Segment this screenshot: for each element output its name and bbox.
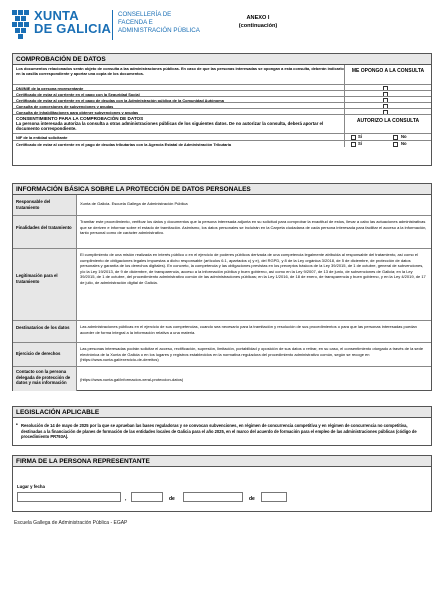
consent-intro-row [13,65,431,84]
dp-row-label: Finalidades del tratamiento [13,216,77,248]
place-field[interactable] [17,492,121,502]
page-header [12,8,432,48]
year-field[interactable] [261,492,287,502]
oppose-item-label: DNI/NIE de la persona representante [16,86,84,91]
dp-row-label: Responsable del tratamiento [13,195,77,215]
oppose-item-label: Consulta de concesiones de subvenciones y ayudas [16,104,114,109]
authorize-intro-row [13,114,431,133]
dept-line1: CONSELLERÍA DE [118,11,172,18]
authorize-row [13,133,431,140]
oppose-header: ME OPONGO A LA CONSULTA [344,65,431,84]
authorize-item-label: Certificado de estar al corriente en el pago de deudas tributarias con la Agencia Estatal de Administración Tributaria [16,142,232,147]
signature-section [12,455,432,512]
authorize-intro: La persona interesada autoriza la consulta a otras administraciones públicas de los siguientes datos. De no autorizar la consulta, deberá aportar el documento correspondiente. [16,121,324,131]
authorize-cell [344,141,431,147]
department-name [118,11,228,35]
logo-line1: XUNTA [34,8,79,23]
data-protection-title: INFORMACIÓN BÁSICA SOBRE LA PROTECCIÓN DE DATOS PERSONALES [13,184,431,195]
page-footer: Escuela Gallega de Administración Pública - EGAP [14,520,128,526]
authorize-row [13,140,431,147]
dp-row [13,248,431,320]
yes-label: Sí [358,141,362,146]
authorize-yes-checkbox[interactable] [351,142,356,147]
data-check-section [12,53,432,166]
dp-row-label: Ejercicio de derechos [13,343,77,366]
dp-contact-link[interactable]: (https://www.xunta.gal/informacion-xeral-proteccion-datos) [80,377,184,382]
dp-row-value: El cumplimiento de una misión realizada en interés público o en el ejercicio de poderes públicos derivada de una competencia legalmente atribuida al responsable del tratamiento, así como el cumplimiento de obligaciones legales impuestas a dicho responsable (artículos 6.1, apartados c) y e), del RGPD, y 8 de la Ley orgánica 3/2018, de 5 de diciembre, de protección de datos personales y garantía de los derechos digitales). En concreto, la competencia y las obligaciones previstas en los preceptos básicos de la Ley 39/2015, de 1 de octubre, general de subvenciones, y/o la Ley 19/2013, de 9 de diciembre, de transparencia, acceso a la información pública y buen gobierno, así como en la Ley 9/2007, de 13 de junio, de subvenciones de Galicia; en la Ley 39/2015, de 1 de octubre, del procedimiento administrativo común de las administraciones públicas; en la Ley 1/2016, de 18 de enero, de transparencia y buen gobierno, y en la Ley 4/2019, de 17 de julio, de administración digital de Galicia. [80,252,426,285]
logo-line2: DE GALICIA [34,21,112,36]
authorize-title: CONSENTIMIENTO PARA LA COMPROBACIÓN DE DATOS [16,116,144,121]
no-label: No [401,134,407,139]
month-field[interactable] [183,492,243,502]
data-protection-section [12,183,432,391]
annex-title: ANEXO I [246,15,270,21]
dp-row-label: Contacto con la persona delegada de protección de datos y más información [13,367,77,391]
authorize-header: AUTORIZO LA CONSULTA [344,115,431,134]
oppose-item-label: Certificado de estar al corriente en el pago de deudas con la Administración pública de la Comunidad Autónoma [16,98,224,103]
oppose-item-label: Certificado de estar al corriente en el pago con la Seguridad Social [16,92,140,97]
de-separator: de [249,496,255,502]
dp-row-value: Las administraciones públicas en el ejercicio de sus competencias, cuando sea necesario para la tramitación y resolución de sus procedimientos o para que las personas interesadas puedan acceder de forma integral a la información relativa a una materia. [80,324,417,335]
dp-row-value: Tramitar este procedimiento, verificar los datos y documentos que la persona interesada adjunta en su solicitud para comprobar la exactitud de estos, llevar a cabo las actuaciones administrativas que se deriven e informar sobre el estado de tramitación. Asimismo, los datos personales se incluirán en la Carpeta ciudadana de cada persona interesada para facilitar el acceso a la información, tanto personal como de carácter administrativo. [80,219,427,236]
legislation-item [16,422,426,440]
dp-row [13,366,431,391]
authorize-intro-block [16,116,344,131]
dp-row-value: Las personas interesadas podrán solicitar el acceso, rectificación, supresión, limitación, portabilidad y oposición de sus datos o retirar, en su caso, el consentimiento otorgado a través de la sede electrónica de la Xunta de Galicia o en los lugares y registros establecidos en la normativa reguladora del procedimiento administrativo común, según se recoge en (https://www.xunta.gal/exercicio-de-dereitos) [80,346,424,363]
dp-row-value: Xunta de Galicia. Escuela Gallega de Administración Pública [80,201,188,206]
day-field[interactable] [131,492,163,502]
legislation-text: Resolución de 14 de mayo de 2025 por la que se aprueban las bases reguladoras y se convocan subvenciones, en régimen de concurrencia competitiva y en régimen de concurrencia no competitiva, destinadas a la financiación de planes de formación de las entidades locales de Galicia para el año 2025, en el marco del acuerdo de formación para el empleo de las administraciones públicas (código de procedimiento PR793A). [21,423,417,440]
yes-label: Sí [358,134,362,139]
dp-row-label: Destinatarios de los datos [13,321,77,342]
annex-subtitle: (continuación) [238,23,278,29]
oppose-item-label: Consulta de inhabilitaciones para obtener subvenciones y ayudas [16,110,139,115]
signature-title: FIRMA DE LA PERSONA REPRESENTANTE [13,456,431,467]
logo-text [34,9,111,35]
legislation-section [12,406,432,446]
authorize-item-label: NIF de la entidad solicitante [16,135,68,140]
dp-row-label: Legitimación para el tratamiento [13,249,77,320]
authorize-no-checkbox[interactable] [393,142,398,147]
dp-row [13,215,431,248]
legislation-title: LEGISLACIÓN APLICABLE [13,407,431,418]
consent-intro: Los documentos relacionados serán objeto de consulta a las administraciones públicas. En caso de que las personas interesadas se opongan a esta consulta, deberán indicarlo en la casilla correspondiente y aportar una copia de los documentos. [16,66,344,76]
bullet-icon: • [16,422,18,428]
no-label: No [401,141,407,146]
dept-line3: ADMINISTRACIÓN PÚBLICA [118,27,200,34]
xunta-logo [12,8,112,46]
place-date-label: Lugar y fecha [17,484,45,489]
data-check-title: COMPROBACIÓN DE DATOS [13,54,431,65]
dp-row [13,195,431,215]
xunta-logo-icon [12,10,30,38]
annex-heading [218,14,298,30]
dp-row [13,342,431,366]
de-separator: de [169,496,175,502]
logo-separator [112,10,113,40]
dept-line2: FACENDA E [118,19,153,26]
comma-separator: , [125,496,127,502]
dp-row [13,320,431,342]
